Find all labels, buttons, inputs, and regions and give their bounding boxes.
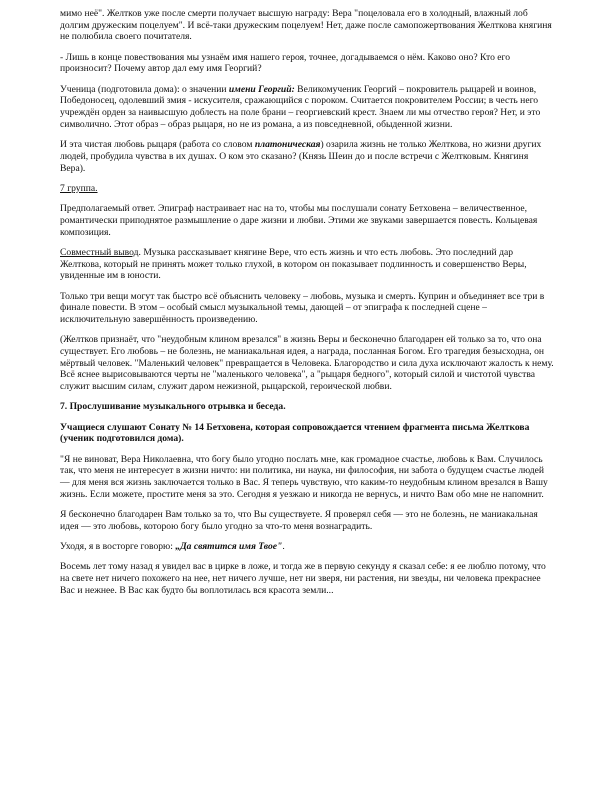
text-run: Уходя, я в восторге говорю: bbox=[60, 541, 176, 553]
group-7-heading: 7 группа. bbox=[60, 182, 98, 194]
text-run: Великомученик Георгий – покровитель рыцарей и воинов, Победоносец, одолевший змия - искусителя, сражающийся с пороком. Считается покровителем России; в честь него учреждён орден за наивысшую доблесть на поле брани – георгиевский крест. Знаем ли мы отчество героя? Нет, и это символично. Этот образ – образ рыцаря, но не из романа, а из повседневной, обыденной жизни. bbox=[60, 83, 541, 130]
letter-paragraph-2: Я бесконечно благодарен Вам только за то, что Вы существуете. Я проверял себя — это не болезнь, не маниакальная идея — это любовь, которою богу было угодно за что-то меня вознаградить. bbox=[60, 509, 538, 532]
text-run: . Музыка рассказывает княгине Вере, что есть жизнь и что есть любовь. Это последний дар Желткова, который не принять может только глухой, в котором он показывает подлинность и совершенство Веры, увиденные им в юности. bbox=[60, 246, 527, 282]
paragraph-hero-name-question: - Лишь в конце повествования мы узнаём имя нашего героя, точнее, догадываемся о нём. Каково оно? Кто его произносит? Почему автор дал ему имя Георгий? bbox=[60, 51, 511, 75]
text-run: ) озарила жизнь не только Желткова, но жизни других людей, пробудила чувства в их душах. О ком это сказано? (Князь Шеин до и после встречи с Желтковым. Княгиня Вера). bbox=[60, 139, 542, 174]
joint-conclusion-label: Совместный вывод bbox=[60, 246, 139, 258]
emphasis-platonic: платоническая bbox=[254, 139, 321, 151]
paragraph-joint-conclusion bbox=[60, 247, 555, 282]
letter-paragraph-1: "Я не виноват, Вера Николаевна, что богу было угодно послать мне, как громадное счастье, любовь к Вам. Случилось так, что меня не интересует в жизни ничто: ни политика, ни наука, ни философия, ни забота о будущем счастье людей — для меня вся жизнь заключается только в Вас. Я теперь чувствую, что каким-то неудобным клином врезался в Вашу жизнь. Если можете, простите меня за это. Сегодня я уезжаю и никогда не вернусь, и ничто Вам обо мне не напомнит. bbox=[60, 453, 548, 500]
text-run: . bbox=[282, 541, 285, 553]
paragraph-zheltkov-admits: (Желтков признаёт, что "неудобным клином врезался" в жизнь Веры и бесконечно благодарен ей только за то, что она существует. Его любовь – не болезнь, не маниакальная идея, а награда, посланная Богом. Его трагедия безысходна, он мёртвый человек. "Маленький человек" превращается в Человека. Благородство и сила духа исключают жалость к нему. Всё яснее вырисовываются черты не "маленького человека", а "рыцаря бедного", который силой и чистотой чувства служит высшим силам, служит даром нежизной, рыцарской, героической любви. bbox=[60, 334, 554, 393]
emphasis-hallowed-name: „Да святится имя Твое" bbox=[175, 541, 283, 553]
section-7-heading: 7. Прослушивание музыкального отрывка и беседа. bbox=[60, 401, 286, 413]
letter-paragraph-3 bbox=[60, 541, 555, 553]
paragraph-expected-answer: Предполагаемый ответ. Эпиграф настраивает нас на то, чтобы мы послушали сонату Бетховена – величественное, романтически приподнятое размышление о даре жизни и любви. Этими же звуками завершается повесть. Кольцевая композиция. bbox=[60, 203, 538, 238]
emphasis-name-george: имени Георгий: bbox=[228, 83, 295, 95]
text-run: И эта чистая любовь рыцаря (работа со словом bbox=[60, 139, 255, 151]
paragraph-pure-love bbox=[60, 139, 555, 174]
paragraph-name-george bbox=[60, 84, 555, 131]
paragraph-zheltkov-reward: мимо неё". Желтков уже после смерти получает высшую награду: Вера "поцеловала его в холодный, влажный лоб долгим дружеским поцелуем". И всё-таки дружеским поцелуем! Нет, даже после самопожертвования Желткова княгиня не полюбила своего почитателя. bbox=[60, 8, 552, 43]
document-page bbox=[60, 8, 555, 605]
paragraph-three-things: Только три вещи могут так быстро всё объяснить человеку – любовь, музыка и смерть. Куприн и объединяет все три в финале повести. В этом – особый смысл музыкальной темы, дающей – от эпиграфа к последней сцене – исключительную завершённость произведению. bbox=[60, 290, 545, 325]
text-run: Ученица (подготовила дома): о значении bbox=[60, 83, 229, 95]
letter-paragraph-4: Восемь лет тому назад я увидел вас в цирке в ложе, и тогда же в первую секунду я сказал себе: я ее люблю потому, что на свете нет ничего похожего на нее, нет ничего лучше, нет ни зверя, ни растения, ни звезды, ни человека прекраснее Вас и нежнее. В Вас как будто бы воплотилась вся красота земли... bbox=[60, 561, 546, 596]
paragraph-students-listen: Учащиеся слушают Сонату № 14 Бетховена, которая сопровождается чтением фрагмента письма Желткова (ученик подготовился дома). bbox=[60, 421, 530, 445]
